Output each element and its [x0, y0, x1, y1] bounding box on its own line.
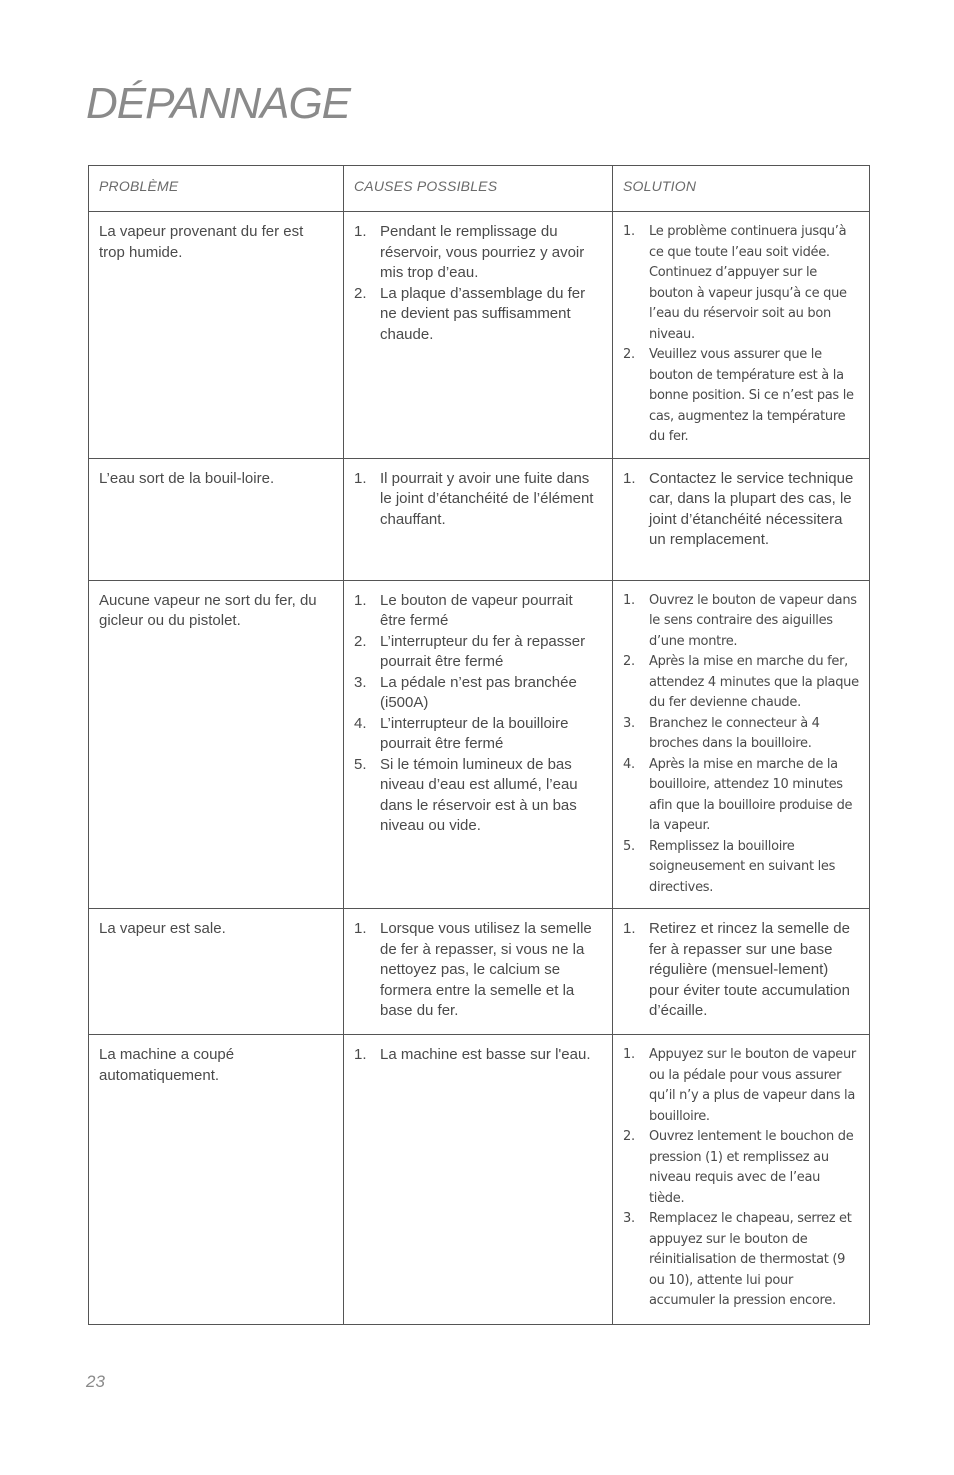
- list-item: [623, 345, 859, 448]
- list-item: [623, 222, 859, 345]
- list-item: [623, 1209, 859, 1312]
- item-text: Ouvrez le bouton de vapeur dans le sens contraire des aiguilles d’une montre.: [649, 592, 857, 649]
- item-text: La plaque d’assemblage du fer ne devient pas suffisamment chaude.: [380, 284, 586, 343]
- item-text: Le problème continuera jusqu’à ce que toute l’eau soit vidée. Continuez d’appuyer sur le bouton à vapeur jusqu’à ce que l’eau du réservoir soit au bon niveau.: [649, 224, 847, 342]
- item-text: Remplacez le chapeau, serrez et appuyez sur le bouton de réinitialisation de thermostat (9 ou 10), attente lui pour accumuler la pression encore.: [649, 1211, 852, 1308]
- item-number: 1.: [623, 920, 636, 937]
- item-text: Veuillez vous assurer que le bouton de température est à la bonne position. Si ce n’est pas le cas, augmentez la température du fer.: [649, 347, 854, 444]
- item-number: 5.: [623, 838, 635, 854]
- causes-list: [354, 919, 602, 1022]
- solutions-list: [623, 469, 859, 551]
- item-number: 2.: [623, 347, 635, 362]
- item-number: 3.: [354, 673, 367, 691]
- table-row: [89, 458, 870, 580]
- list-item: [623, 919, 859, 1022]
- header-causes: CAUSES POSSIBLES: [344, 166, 613, 212]
- item-number: 1.: [623, 469, 636, 487]
- item-number: 1.: [623, 224, 635, 239]
- item-number: 2.: [623, 1129, 635, 1144]
- troubleshooting-table: [88, 165, 870, 1325]
- solutions-list: [623, 591, 859, 899]
- list-item: [623, 714, 859, 755]
- item-text: Après la mise en marche de la bouilloire, attendez 10 minutes afin que la bouilloire produise de la vapeur.: [649, 756, 853, 833]
- table-row: [89, 909, 870, 1035]
- causes-cell: [344, 909, 613, 1035]
- list-item: [354, 919, 602, 1022]
- solution-cell: [613, 580, 870, 909]
- list-item: [354, 755, 602, 837]
- header-problem: PROBLÈME: [89, 166, 344, 212]
- list-item: [354, 591, 602, 632]
- table-row: [89, 1035, 870, 1325]
- item-number: 3.: [623, 715, 635, 731]
- problem-cell: La vapeur est sale.: [89, 909, 344, 1035]
- table-row: [89, 580, 870, 909]
- problem-cell: La machine a coupé automatiquement.: [89, 1035, 344, 1325]
- list-item: [354, 1045, 602, 1066]
- causes-list: [354, 1045, 602, 1066]
- item-text: La pédale n’est pas branchée (i500A): [380, 673, 577, 711]
- list-item: [623, 1127, 859, 1209]
- list-item: [623, 1045, 859, 1127]
- item-number: 4.: [623, 756, 635, 772]
- table-row: [89, 212, 870, 459]
- solution-cell: [613, 1035, 870, 1325]
- item-number: 1.: [623, 1047, 635, 1062]
- item-text: L’interrupteur du fer à repasser pourrait être fermé: [380, 632, 586, 670]
- page-number: 23: [86, 1372, 105, 1391]
- item-text: Après la mise en marche du fer, attendez 4 minutes que la plaque du fer devienne chaude.: [649, 654, 859, 710]
- item-text: Contactez le service technique car, dans la plupart des cas, le joint d’étanchéité nécessitera un remplacement.: [649, 469, 854, 548]
- list-item: [354, 469, 602, 531]
- item-number: 1.: [623, 592, 635, 608]
- item-text: Appuyez sur le bouton de vapeur ou la pédale pour vous assurer qu’il n’y a plus de vapeur dans la bouilloire.: [649, 1047, 856, 1124]
- item-number: 1.: [354, 469, 367, 487]
- problem-cell: Aucune vapeur ne sort du fer, du gicleur ou du pistolet.: [89, 580, 344, 909]
- causes-cell: [344, 212, 613, 459]
- item-number: 2.: [354, 632, 367, 650]
- item-text: Remplissez la bouilloire soigneusement en suivant les directives.: [649, 838, 836, 895]
- solutions-list: [623, 919, 859, 1022]
- list-item: [354, 222, 602, 284]
- causes-cell: [344, 1035, 613, 1325]
- item-text: La machine est basse sur l'eau.: [380, 1046, 591, 1063]
- item-number: 1.: [354, 591, 367, 609]
- item-text: Retirez et rincez la semelle de fer à repasser sur une base régulière (mensuel-lement) pour éviter toute accumulation d’écaille.: [649, 920, 850, 1019]
- item-text: Branchez le connecteur à 4 broches dans la bouilloire.: [649, 715, 820, 751]
- list-item: [354, 284, 602, 346]
- item-text: Lorsque vous utilisez la semelle de fer à repasser, si vous ne la nettoyez pas, le calcium se formera entre la semelle et la base du fer.: [380, 920, 592, 1019]
- solutions-list: [623, 1045, 859, 1312]
- item-number: 2.: [623, 654, 635, 669]
- problem-cell: La vapeur provenant du fer est trop humide.: [89, 212, 344, 459]
- solution-cell: [613, 212, 870, 459]
- list-item: [623, 837, 859, 899]
- item-number: 5.: [354, 755, 367, 773]
- item-number: 4.: [354, 714, 367, 732]
- list-item: [623, 591, 859, 653]
- item-text: Pendant le remplissage du réservoir, vous pourriez y avoir mis trop d’eau.: [380, 223, 585, 281]
- list-item: [623, 469, 859, 551]
- item-text: Ouvrez lentement le bouchon de pression (1) et remplissez au niveau requis avec de l’eau tiède.: [649, 1129, 854, 1206]
- item-number: 2.: [354, 284, 367, 302]
- list-item: [354, 632, 602, 673]
- problem-cell: L’eau sort de la bouil-loire.: [89, 458, 344, 580]
- header-solution: SOLUTION: [613, 166, 870, 212]
- item-number: 1.: [354, 920, 367, 937]
- solutions-list: [623, 222, 859, 448]
- causes-list: [354, 469, 602, 531]
- item-text: Le bouton de vapeur pourrait être fermé: [380, 591, 573, 629]
- list-item: [354, 714, 602, 755]
- page-title: DÉPANNAGE: [86, 79, 351, 128]
- list-item: [623, 652, 859, 714]
- causes-cell: [344, 580, 613, 909]
- item-number: 3.: [623, 1211, 635, 1226]
- item-number: 1.: [354, 223, 367, 240]
- solution-cell: [613, 909, 870, 1035]
- causes-list: [354, 222, 602, 345]
- causes-list: [354, 591, 602, 837]
- solution-cell: [613, 458, 870, 580]
- table-header-row: [89, 166, 870, 212]
- item-text: L’interrupteur de la bouilloire pourrait être fermé: [380, 714, 569, 752]
- causes-cell: [344, 458, 613, 580]
- item-number: 1.: [354, 1046, 367, 1063]
- list-item: [623, 755, 859, 837]
- item-text: Il pourrait y avoir une fuite dans le joint d’étanchéité de l’élément chauffant.: [380, 469, 594, 528]
- item-text: Si le témoin lumineux de bas niveau d’eau est allumé, l’eau dans le réservoir est à un bas niveau ou vide.: [380, 755, 578, 834]
- list-item: [354, 673, 602, 714]
